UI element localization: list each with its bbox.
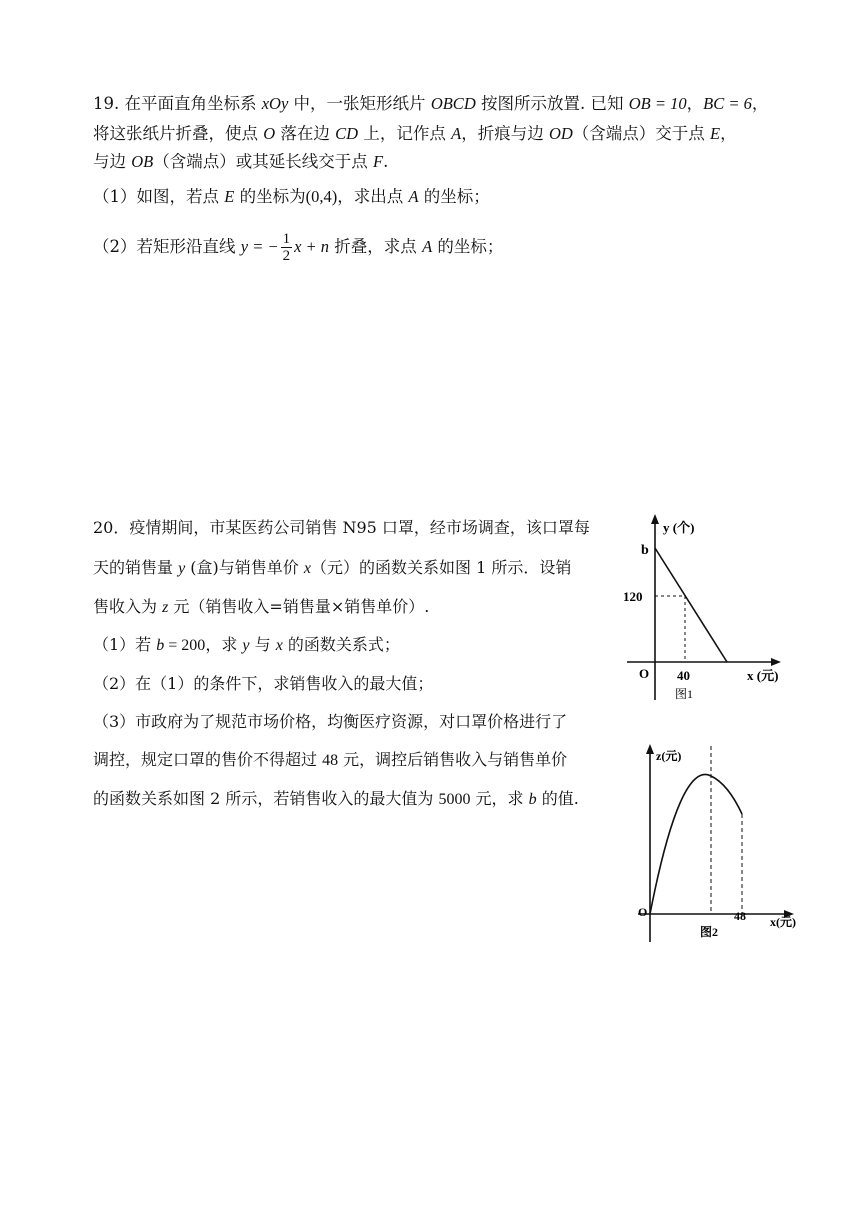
q19-part-1: （1）如图，若点 E 的坐标为(0,4)，求出点 A 的坐标；	[93, 187, 490, 206]
q20-part-3-line-2: 调控，规定口罩的售价不得超过 48 元，调控后销售收入与销售单价	[93, 750, 568, 769]
fraction-one-half: $\frac{1}{2}$	[282, 231, 291, 264]
fig1-origin: O	[639, 666, 650, 681]
fig2-y-arrow	[646, 744, 654, 754]
q20-part-2: （2）在（1）的条件下，求销售收入的最大值；	[93, 674, 434, 693]
q19-part-2: （2）若矩形沿直线 y = − $\frac{1}{2}$ x + n 折叠，求点 A 的坐标；	[93, 231, 504, 264]
q20-line-2: 天的销售量 y (盒)与销售单价 x（元）的函数关系如图 1 所示．设销	[93, 558, 572, 577]
figure-1	[615, 510, 800, 710]
fig2-revenue-curve	[650, 774, 742, 914]
fig1-y-label: y (个)	[663, 520, 695, 535]
fig2-y-label: z(元)	[656, 749, 682, 763]
fig2-x-label: x(元)	[770, 915, 796, 929]
q19-line-1: 19. 在平面直角坐标系 xOy 中，一张矩形纸片 OBCD 按图所示放置. 已知 OB = 10，BC = 6，	[93, 94, 769, 113]
q19-line-3: 与边 OB（含端点）或其延长线交于点 F.	[93, 152, 389, 171]
fig1-x-tick-40: 40	[677, 668, 690, 683]
fig1-y-arrow	[651, 514, 659, 524]
q20-part-1: （1）若 b = 200，求 y 与 x 的函数关系式；	[93, 635, 400, 654]
fig1-y-tick-120: 120	[623, 589, 643, 604]
q19-line-2: 将这张纸片折叠，使点 O 落在边 CD 上，记作点 A，折痕与边 OD（含端点）交于点 E，	[93, 124, 737, 143]
fig1-x-arrow	[771, 658, 781, 666]
fig2-x-tick-48: 48	[734, 909, 746, 923]
q20-part-3-line-3: 的函数关系如图 2 所示，若销售收入的最大值为 5000 元，求 b 的值.	[93, 789, 579, 808]
fig1-caption: 图1	[675, 687, 694, 701]
fig1-b-label: b	[641, 543, 649, 558]
q20-line-1: 20．疫情期间，市某医药公司销售 N95 口罩，经市场调查，该口罩每	[93, 518, 590, 537]
fig2-origin: O	[638, 905, 648, 919]
fig1-sales-line	[655, 548, 727, 662]
fig1-x-label: x (元)	[747, 668, 779, 683]
figure-2	[620, 740, 810, 950]
q20-line-3: 售收入为 z 元（销售收入=销售量×销售单价）.	[93, 597, 430, 616]
q20-part-3-line-1: （3）市政府为了规范市场价格，均衡医疗资源，对口罩价格进行了	[93, 712, 568, 731]
fig2-caption: 图2	[700, 925, 719, 939]
